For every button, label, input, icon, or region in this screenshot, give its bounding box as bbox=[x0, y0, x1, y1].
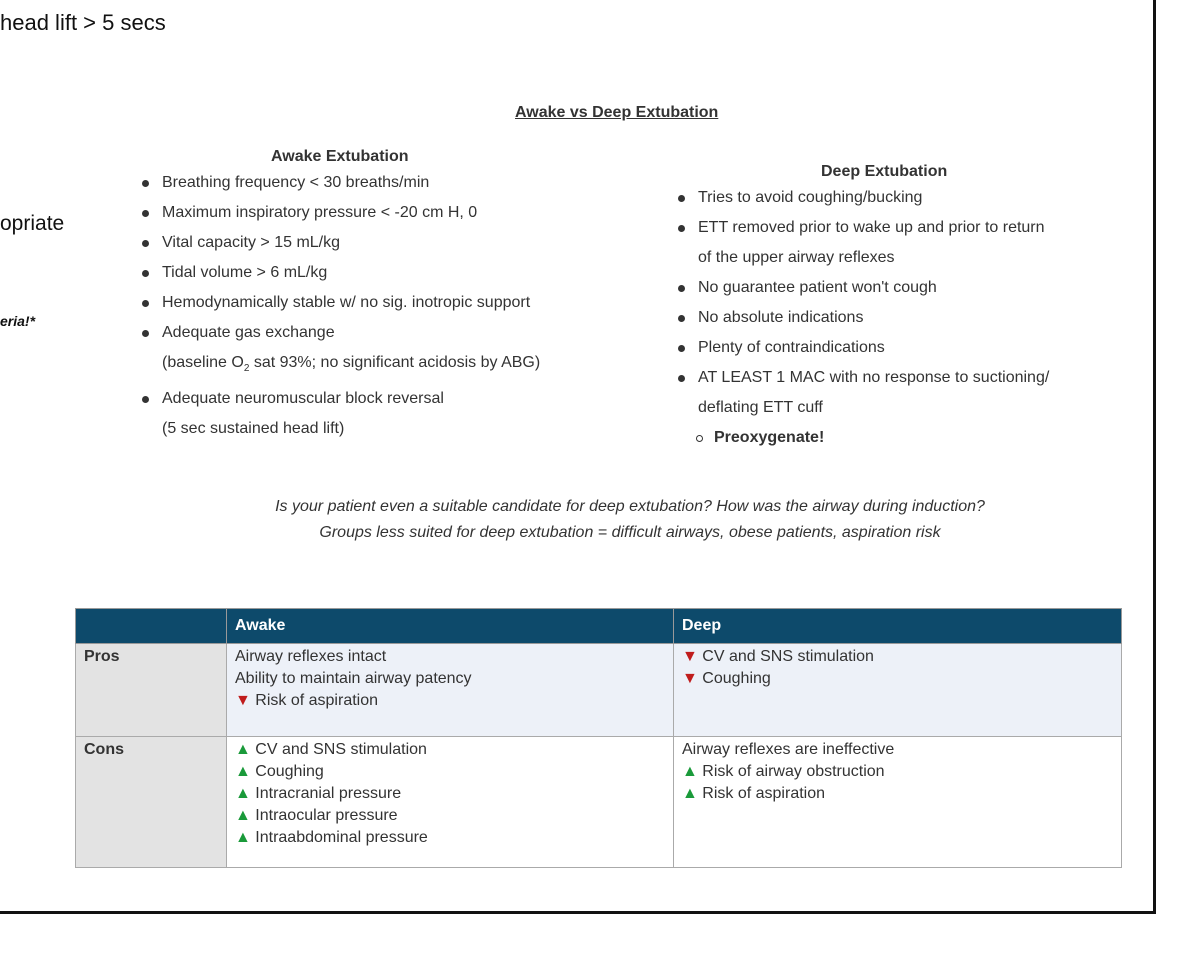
cut-off-text-1: head lift > 5 secs bbox=[0, 10, 166, 35]
bullet-icon bbox=[142, 396, 149, 403]
deep-heading: Deep Extubation bbox=[821, 163, 948, 180]
bullet-icon bbox=[678, 285, 685, 292]
table-row-cons bbox=[76, 737, 1122, 868]
row-label-pros: Pros bbox=[76, 644, 227, 737]
sub-list-item: Preoxygenate! bbox=[678, 423, 1118, 453]
list-item: Maximum inspiratory pressure < -20 cm H, 0 bbox=[142, 198, 622, 228]
awake-extubation-column bbox=[142, 148, 622, 444]
bullet-icon bbox=[142, 210, 149, 217]
cell-line: ▼ Risk of aspiration bbox=[235, 692, 379, 709]
bullet-icon bbox=[678, 225, 685, 232]
table-header-deep: Deep bbox=[674, 609, 1122, 644]
list-item: Adequate gas exchange (baseline $O_2$ sat 93%; no significant acidosis by ABG) bbox=[142, 318, 622, 384]
list-item: No absolute indications bbox=[678, 303, 1118, 333]
cell-line: ▼ Coughing bbox=[682, 670, 771, 687]
cons-awake-cell bbox=[227, 737, 674, 868]
list-item: AT LEAST 1 MAC with no response to suctioning/ deflating ETT cuff bbox=[678, 363, 1118, 423]
cell-line: ▲ CV and SNS stimulation bbox=[235, 741, 427, 758]
awake-heading: Awake Extubation bbox=[271, 148, 409, 165]
up-arrow-icon: ▲ bbox=[235, 785, 251, 802]
cell-line: ▼ CV and SNS stimulation bbox=[682, 648, 874, 665]
cell-line: Airway reflexes intact bbox=[235, 648, 387, 665]
up-arrow-icon: ▲ bbox=[235, 763, 251, 780]
bullet-icon bbox=[142, 180, 149, 187]
list-item: Vital capacity > 15 mL/kg bbox=[142, 228, 622, 258]
list-item: Plenty of contraindications bbox=[678, 333, 1118, 363]
bullet-icon bbox=[142, 330, 149, 337]
cell-line: ▲ Intraocular pressure bbox=[235, 807, 398, 824]
list-item: No guarantee patient won't cough bbox=[678, 273, 1118, 303]
list-item: Tries to avoid coughing/bucking bbox=[678, 183, 1118, 213]
up-arrow-icon: ▲ bbox=[682, 785, 698, 802]
table-header-row bbox=[76, 609, 1122, 644]
deep-extubation-column bbox=[678, 163, 1118, 453]
cell-line: ▲ Risk of aspiration bbox=[682, 785, 826, 802]
candidate-note bbox=[150, 494, 1110, 546]
down-arrow-icon: ▼ bbox=[682, 648, 698, 665]
list-item-continuation: deflating ETT cuff bbox=[698, 399, 823, 416]
cut-off-text-3: eria!* bbox=[0, 313, 36, 329]
bullet-icon bbox=[678, 345, 685, 352]
cell-line: ▲ Coughing bbox=[235, 763, 324, 780]
bullet-icon bbox=[142, 270, 149, 277]
cell-line: ▲ Risk of airway obstruction bbox=[682, 763, 885, 780]
bullet-icon bbox=[142, 300, 149, 307]
list-item: Adequate neuromuscular block reversal (5 sec sustained head lift) bbox=[142, 384, 622, 444]
note-line-2: Groups less suited for deep extubation = difficult airways, obese patients, aspiration risk bbox=[319, 524, 941, 541]
list-item: Breathing frequency < 30 breaths/min bbox=[142, 168, 622, 198]
hollow-bullet-icon bbox=[696, 435, 703, 442]
cell-line: Airway reflexes are ineffective bbox=[682, 741, 895, 758]
bullet-icon bbox=[678, 375, 685, 382]
cell-line: Ability to maintain airway patency bbox=[235, 670, 472, 687]
cell-line: ▲ Intraabdominal pressure bbox=[235, 829, 428, 846]
deep-criteria-list bbox=[678, 183, 1118, 453]
up-arrow-icon: ▲ bbox=[682, 763, 698, 780]
list-item: Hemodynamically stable w/ no sig. inotropic support bbox=[142, 288, 622, 318]
pros-awake-cell bbox=[227, 644, 674, 737]
bullet-icon bbox=[678, 195, 685, 202]
list-item-continuation: of the upper airway reflexes bbox=[698, 249, 895, 266]
section-title: Awake vs Deep Extubation bbox=[515, 104, 719, 121]
list-item-continuation: (baseline $O_2$ sat 93%; no significant acidosis by ABG) bbox=[162, 354, 541, 375]
down-arrow-icon: ▼ bbox=[682, 670, 698, 687]
table-row-pros bbox=[76, 644, 1122, 737]
pros-deep-cell bbox=[674, 644, 1122, 737]
list-item: ETT removed prior to wake up and prior to return of the upper airway reflexes bbox=[678, 213, 1118, 273]
cell-line: ▲ Intracranial pressure bbox=[235, 785, 402, 802]
list-item: Tidal volume > 6 mL/kg bbox=[142, 258, 622, 288]
up-arrow-icon: ▲ bbox=[235, 829, 251, 846]
up-arrow-icon: ▲ bbox=[235, 807, 251, 824]
row-label-cons: Cons bbox=[76, 737, 227, 868]
bullet-icon bbox=[678, 315, 685, 322]
table-header-awake: Awake bbox=[227, 609, 674, 644]
awake-criteria-list bbox=[142, 168, 622, 444]
up-arrow-icon: ▲ bbox=[235, 741, 251, 758]
down-arrow-icon: ▼ bbox=[235, 692, 251, 709]
cut-off-text-2: opriate bbox=[0, 212, 65, 235]
comparison-table bbox=[75, 608, 1122, 868]
table-header-blank bbox=[76, 609, 227, 644]
cons-deep-cell bbox=[674, 737, 1122, 868]
note-line-1: Is your patient even a suitable candidate for deep extubation? How was the airway during induction? bbox=[275, 498, 985, 515]
bullet-icon bbox=[142, 240, 149, 247]
list-item-continuation: (5 sec sustained head lift) bbox=[162, 420, 345, 438]
